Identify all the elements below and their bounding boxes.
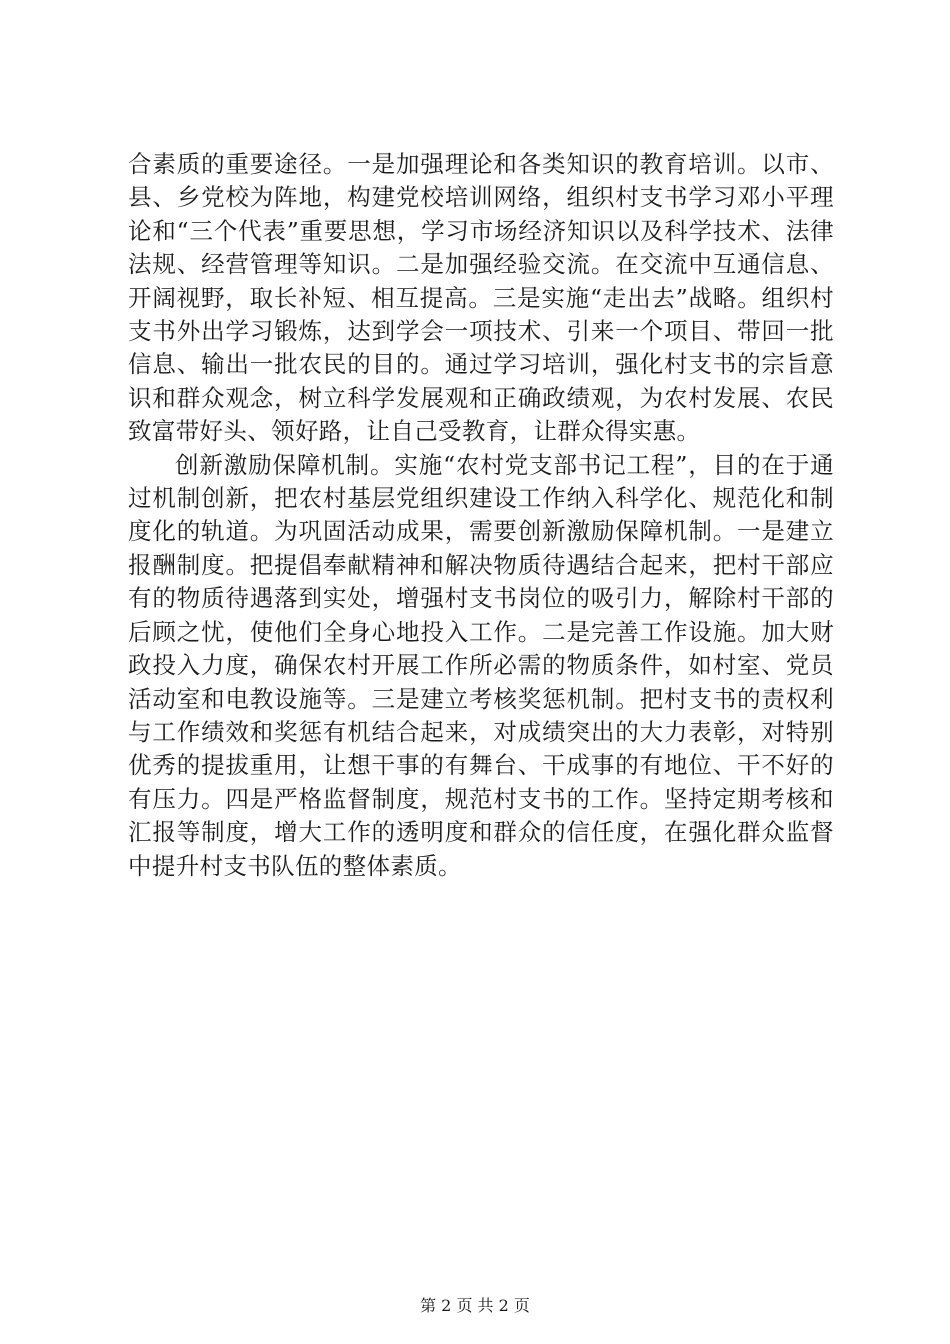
paragraph-incentive-mechanism: 创新激励保障机制。实施“农村党支部书记工程”，目的在于通过机制创新，把农村基层党组织建设工作纳入科学化、规范化和制度化的轨道。为巩固活动成果，需要创新激励保障机制。一是建立报酬制度。把提倡奉献精神和解决物质待遇结合起来，把村干部应有的物质待遇落到实处，增强村支书岗位的吸引力，解除村干部的后顾之忧，使他们全身心地投入工作。二是完善工作设施。加大财政投入力度，确保农村开展工作所必需的物质条件，如村室、党员活动室和电教设施等。三是建立考核奖惩机制。把村支书的责权利与工作绩效和奖惩有机结合起来，对成绩突出的大力表彰，对特别优秀的提拔重用，让想干事的有舞台、干成事的有地位、干不好的有压力。四是严格监督制度，规范村支书的工作。坚持定期考核和汇报等制度，增大工作的透明度和群众的信任度，在强化群众监督中提升村支书队伍的整体素质。 — [128, 450, 834, 880]
page-footer: 第 2 页 共 2 页 — [420, 1296, 530, 1315]
document-body — [128, 148, 834, 883]
paragraph-continued: 合素质的重要途径。一是加强理论和各类知识的教育培训。以市、县、乡党校为阵地，构建党校培训网络，组织村支书学习邓小平理论和“三个代表”重要思想，学习市场经济知识以及科学技术、法律法规、经营管理等知识。二是加强经验交流。在交流中互通信息、开阔视野，取长补短、相互提高。三是实施“走出去”战略。组织村支书外出学习锻炼，达到学会一项技术、引来一个项目、带回一批信息、输出一批农民的目的。通过学习培训，强化村支书的宗旨意识和群众观念，树立科学发展观和正确政绩观，为农村发展、农民致富带好头、领好路，让自己受教育，让群众得实惠。 — [128, 150, 834, 446]
